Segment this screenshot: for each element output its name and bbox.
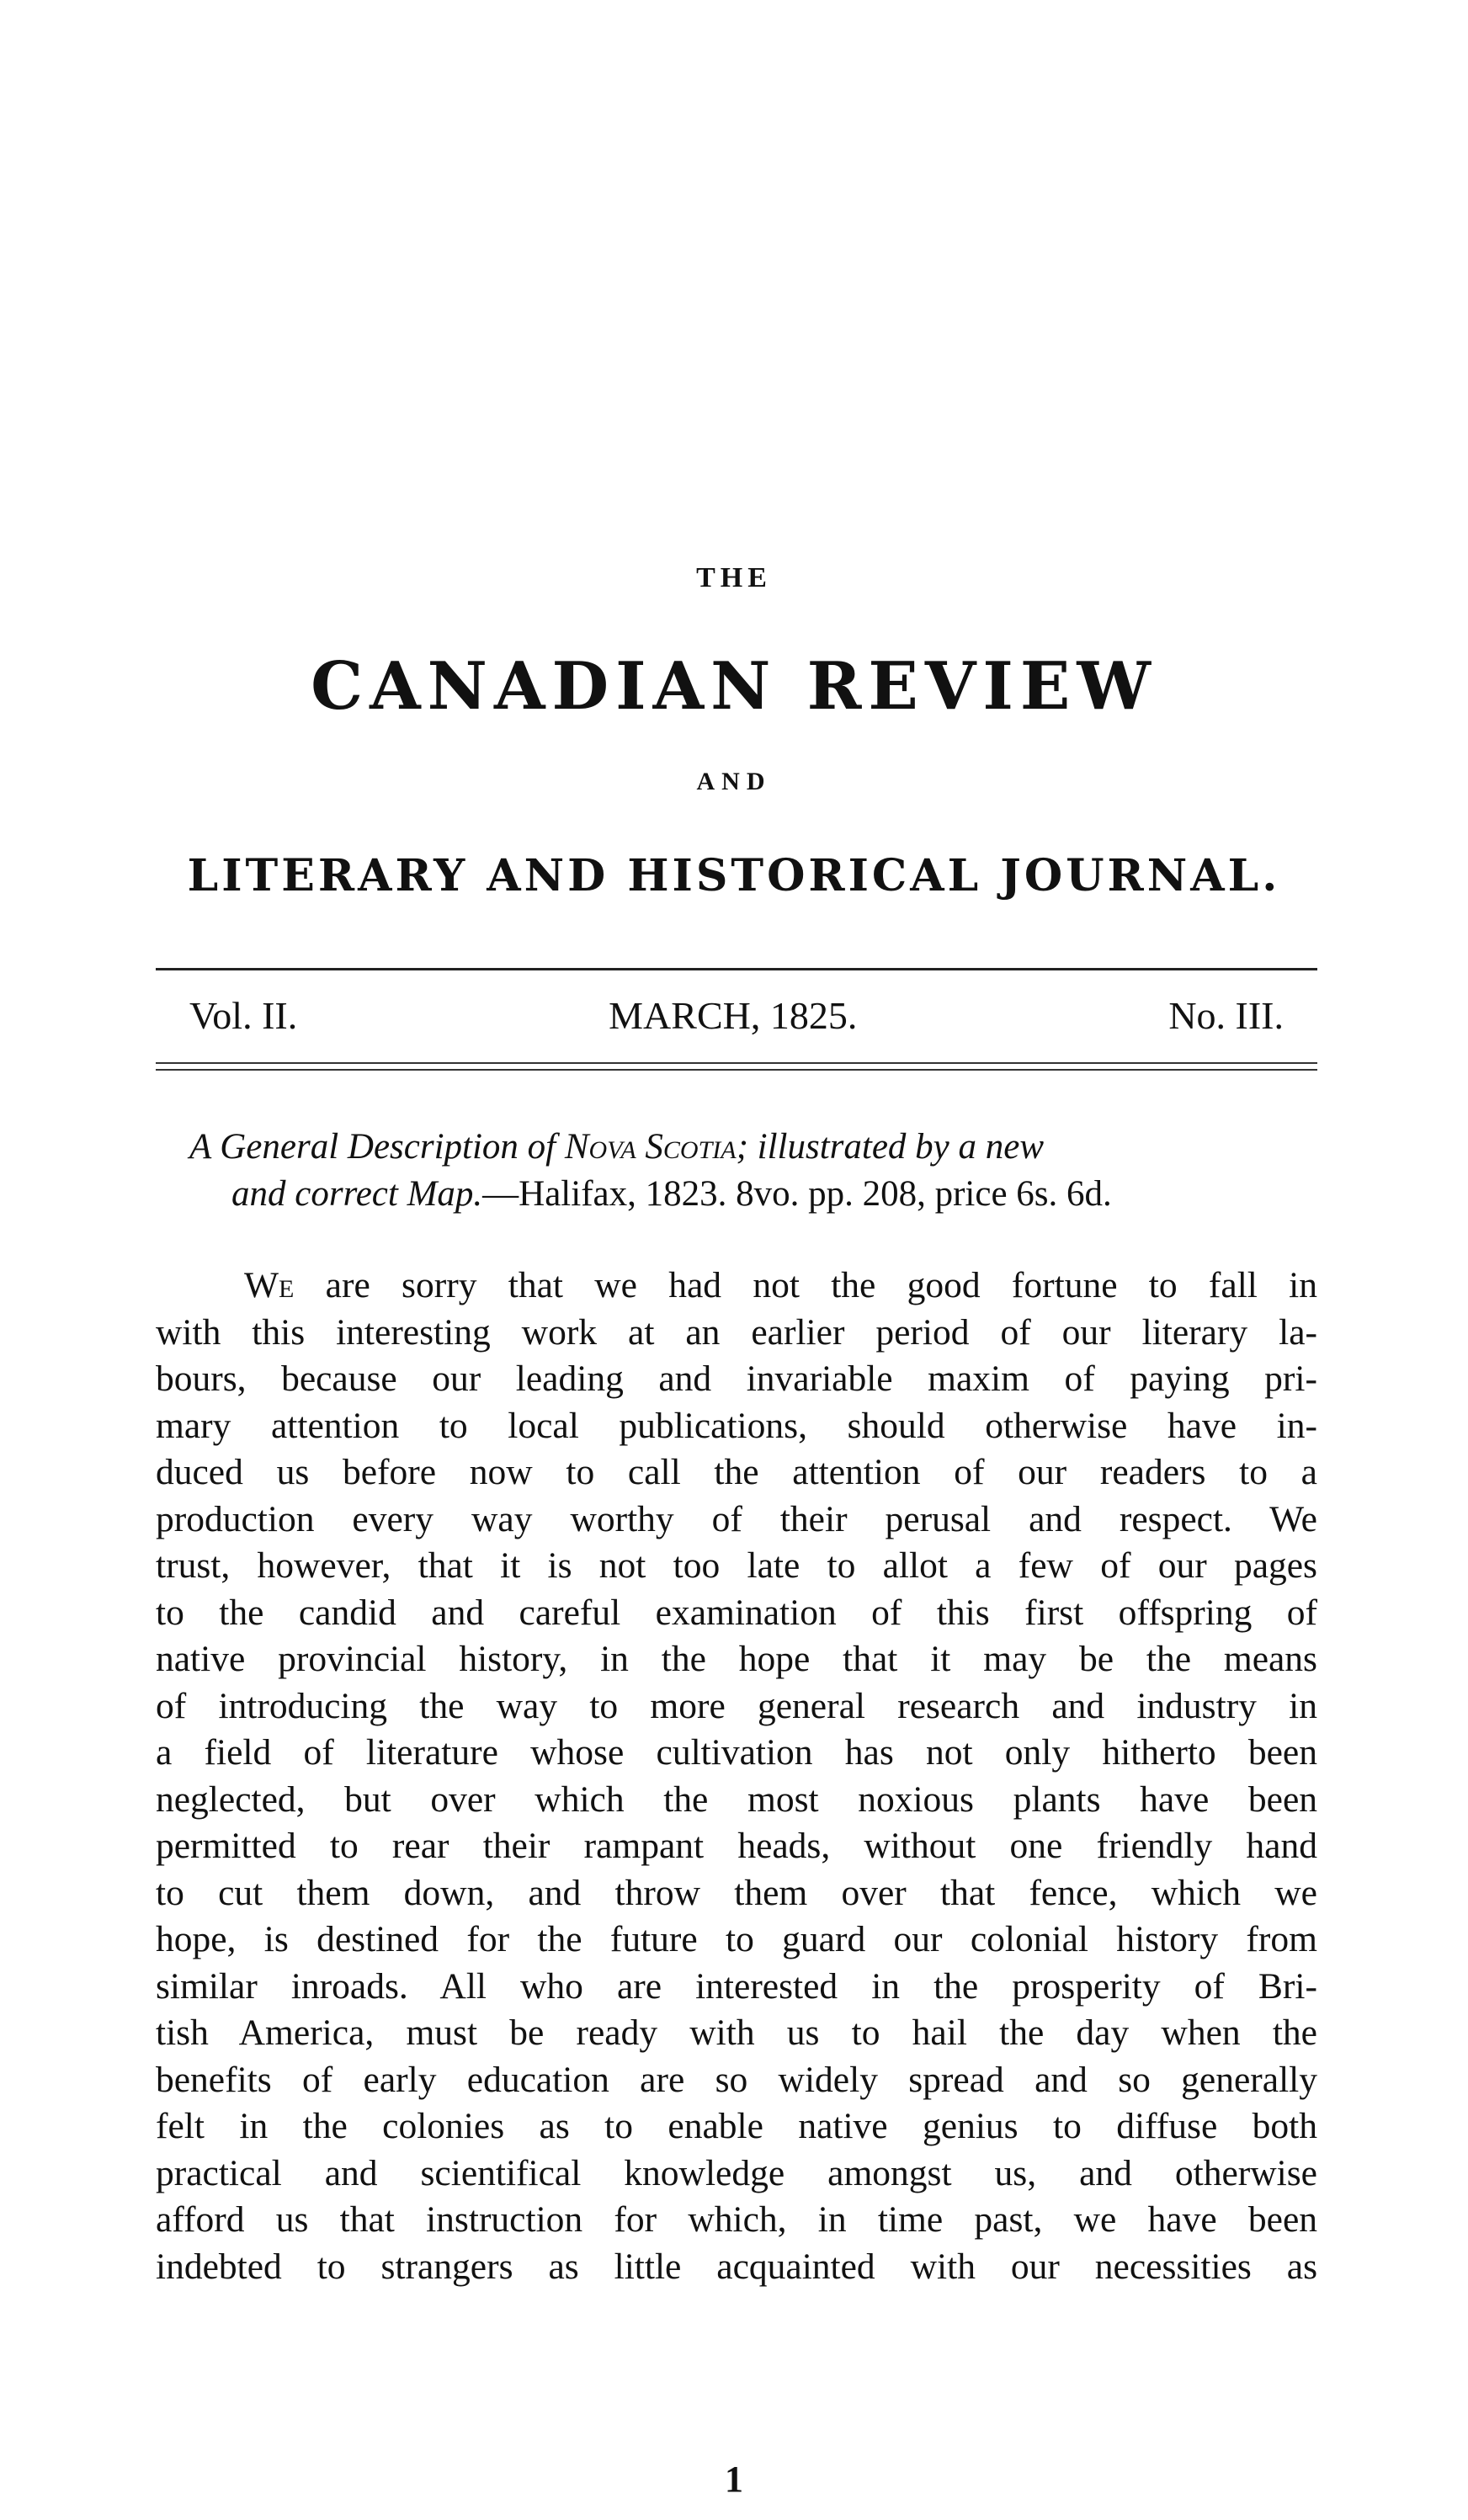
heading-text-c: and correct Map. <box>231 1174 483 1214</box>
heading-text-b: ; illustrated by a new <box>736 1127 1045 1167</box>
body-line: with this interesting work at an earlier period of our literary la- <box>156 1311 1317 1353</box>
issue-number: No. III. <box>1168 994 1284 1037</box>
body-line: production every way worthy of their perusal and respect. We <box>156 1498 1317 1539</box>
heading-place-name: Nova Scotia <box>564 1127 737 1167</box>
body-line: bours, because our leading and invariable maxim of paying pri- <box>156 1358 1317 1399</box>
body-line: of introducing the way to more general research and industry in <box>156 1685 1317 1726</box>
journal-title: CANADIAN REVIEW <box>311 648 1157 725</box>
body-line: neglected, but over which the most noxious plants have been <box>156 1778 1317 1820</box>
heading-text-a: A General Description of <box>189 1127 565 1167</box>
bottom-rule <box>156 1062 1317 1064</box>
body-line: felt in the colonies as to enable native genius to diffuse both <box>156 2106 1317 2146</box>
heading-publication-details: —Halifax, 1823. 8vo. pp. 208, price 6s. 6d. <box>482 1174 1112 1214</box>
heading-line1 <box>189 1127 1044 1167</box>
page-number: 1 <box>725 2459 743 2500</box>
body-line-text: are sorry that we had not the good fortune to fall in <box>294 1265 1317 1305</box>
article-body <box>156 1263 1317 2290</box>
first-word: We <box>244 1265 295 1305</box>
body-line: tish America, must be ready with us to hail the day when the <box>156 2012 1317 2053</box>
body-line: mary attention to local publications, should otherwise have in- <box>156 1405 1317 1446</box>
body-line <box>156 1263 1317 1310</box>
body-line: to the candid and careful examination of this first offspring of <box>156 1592 1317 1633</box>
body-line: a field of literature whose cultivation has not only hitherto been <box>156 1732 1317 1773</box>
top-rule <box>156 968 1317 970</box>
bottom-rule-double <box>156 1069 1317 1071</box>
heading-line2 <box>189 1171 1300 1218</box>
masthead-the: THE <box>696 562 772 593</box>
body-line: practical and scientifical knowledge amongst us, and otherwise <box>156 2152 1317 2193</box>
journal-subtitle: LITERARY AND HISTORICAL JOURNAL. <box>187 850 1281 901</box>
body-line: afford us that instruction for which, in time past, we have been <box>156 2199 1317 2240</box>
body-line: permitted to rear their rampant heads, without one friendly hand <box>156 1826 1317 1866</box>
body-line: similar inroads. All who are interested in the prosperity of Bri- <box>156 1965 1317 2007</box>
issue-date: MARCH, 1825. <box>609 994 858 1037</box>
body-line: indebted to strangers as little acquainted with our necessities as <box>156 2246 1317 2287</box>
body-line: native provincial history, in the hope that it may be the means <box>156 1639 1317 1679</box>
body-line: hope, is destined for the future to guard our colonial history from <box>156 1919 1317 1959</box>
body-line: benefits of early education are so widely spread and so generally <box>156 2059 1317 2100</box>
body-line: duced us before now to call the attention of our readers to a <box>156 1452 1317 1492</box>
body-line: to cut them down, and throw them over that fence, which we <box>156 1872 1317 1913</box>
body-line: trust, however, that it is not too late to allot a few of our pages <box>156 1545 1317 1586</box>
masthead-and: AND <box>696 768 772 795</box>
article-heading <box>189 1124 1300 1218</box>
issue-line <box>189 993 1284 1044</box>
volume-label: Vol. II. <box>189 994 298 1037</box>
